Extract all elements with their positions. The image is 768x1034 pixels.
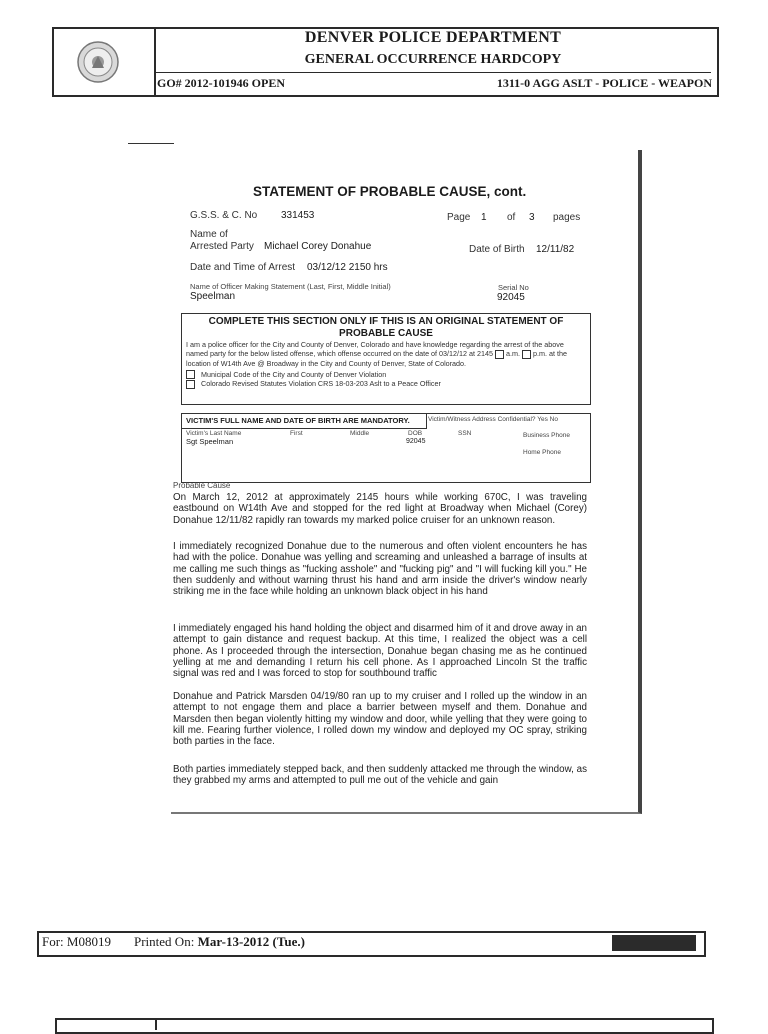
police-seal-logo [72, 38, 124, 86]
officer-label: Name of Officer Making Statement (Last, First, Middle Initial) [190, 282, 391, 291]
victim-home-phone-header: Home Phone [523, 449, 561, 456]
crs-checkbox [186, 380, 195, 389]
victim-dob-header: DOB [408, 430, 423, 437]
gss-label: G.S.S. & C. No [190, 210, 258, 221]
narrative-paragraph-5: Both parties immediately stepped back, and then suddenly attacked me through the window, as they grabbed my arms and attempted to pull me out of the vehicle and gain [173, 764, 587, 787]
option-crs: Colorado Revised Statutes Violation CRS 18-03-203 Aslt to a Peace Officer [201, 379, 441, 389]
arrest-datetime-value: 03/12/12 2150 hrs [307, 262, 388, 273]
page-label: Page [447, 212, 471, 223]
printed-on [134, 934, 305, 950]
narrative-paragraph-4: Donahue and Patrick Marsden 04/19/80 ran up to my cruiser and I rolled up the window in an attempt to not engage them and place a barrier between myself and them. Donahue and Marsden then began violently hitting my window and door, while yelling that they were going to kill me. Fearing further violence, I rolled down my window and deployed my OC spray, striking both parties in the face. [173, 691, 587, 748]
offense-code: 1311-0 AGG ASLT - POLICE - WEAPON [496, 76, 712, 90]
serial-label: Serial No [498, 283, 529, 292]
victim-middle-header: Middle [350, 430, 370, 437]
printed-on-label: Printed On: [134, 934, 195, 949]
serial-value: 92045 [497, 292, 525, 303]
am-checkbox [495, 350, 504, 359]
dob-label: Date of Birth [469, 244, 525, 255]
victim-last-name-value: Sgt Speelman [186, 437, 234, 446]
narrative-paragraph-3: I immediately engaged his hand holding the object and disarmed him of it and drove away in an attempt to gain distance and request backup. At this time, I realized the object was a cell phone. As I proceeded through the intersection, Donahue began chasing me as he continued yelling at me and demanding I return his cell phone. As I approached Lincoln St the traffic signal was red and I was forced to stop for southbound traffic [173, 623, 587, 680]
margin-mark [128, 143, 174, 144]
header-divider [155, 72, 711, 73]
officer-value: Speelman [190, 291, 236, 302]
footer-redaction-block [612, 935, 696, 951]
victim-ssn-header: SSN [458, 430, 472, 437]
printed-for: For: M08019 [42, 934, 111, 949]
next-page-header-fragment [55, 1018, 714, 1034]
next-page-header-divider [155, 1018, 157, 1030]
go-number: GO# 2012-101946 OPEN [157, 76, 285, 90]
statement-title: STATEMENT OF PROBABLE CAUSE, cont. [253, 184, 527, 199]
printed-on-date: Mar-13-2012 (Tue.) [197, 934, 305, 949]
original-section-title-line2: PROBABLE CAUSE [339, 328, 433, 339]
original-section-title [182, 316, 590, 340]
original-section-title-line1: COMPLETE THIS SECTION ONLY IF THIS IS AN ORIGINAL STATEMENT OF [208, 316, 564, 327]
victim-section-header: VICTIM'S FULL NAME AND DATE OF BIRTH ARE MANDATORY. [182, 414, 427, 429]
name-of-label: Name of [190, 229, 228, 240]
report-type: GENERAL OCCURRENCE HARDCOPY [304, 52, 562, 67]
victim-confidential-question: Victim/Witness Address Confidential? Yes No [428, 416, 558, 423]
victim-first-header: First [290, 430, 303, 437]
original-text-c: p.m. at the location of W14th Ave @ Broadway in the City and County of Denver, State of Colorado. [186, 349, 567, 368]
probable-cause-label: Probable Cause [173, 481, 231, 490]
page-value: 1 [481, 212, 487, 223]
victim-dob-value: 92045 [406, 438, 426, 445]
pm-checkbox [522, 350, 531, 359]
municipal-checkbox [186, 370, 195, 379]
dob-value: 12/11/82 [536, 244, 575, 255]
arrested-party-value: Michael Corey Donahue [264, 241, 372, 252]
department-name: DENVER POLICE DEPARTMENT [304, 29, 562, 46]
victim-business-phone-header: Business Phone [523, 432, 570, 439]
of-value: 3 [529, 212, 535, 223]
option-municipal-row [186, 370, 586, 380]
victim-section [181, 413, 591, 483]
option-municipal: Municipal Code of the City and County of Denver Violation [201, 369, 387, 379]
narrative-paragraph-1: On March 12, 2012 at approximately 2145 hours while working 670C, I was traveling eastbound on W14th Ave and stopped for the red light at Broadway when Michael (Corey) Donahue 12/11/82 rapidly ran towards my marked police cruiser for an unknown reason. [173, 492, 587, 526]
original-section-body [186, 340, 586, 389]
arrest-time: 2145 [477, 349, 494, 358]
arrest-datetime-label: Date and Time of Arrest [190, 262, 296, 273]
victim-last-name-header: Victim's Last Name [186, 430, 242, 437]
gss-value: 331453 [281, 210, 315, 221]
pages-label: pages [553, 212, 581, 223]
option-crs-row [186, 379, 586, 389]
arrested-party-label: Arrested Party [190, 241, 254, 252]
original-statement-section [181, 313, 591, 405]
scanned-statement-page [171, 150, 642, 814]
original-text-a: I am a police officer for the City and County of Denver, Colorado and have knowledge regarding the arrest of the above named party for the below listed offense, which offense occurred on the date of 03/12/12 at [186, 340, 564, 358]
of-label: of [507, 212, 516, 223]
am-label: a.m. [506, 349, 521, 358]
narrative-paragraph-2: I immediately recognized Donahue due to the numerous and often violent encounters he has had with the police. Donahue was yelling and screaming and unleashed a barrage of insults at me calling me such things as "fucking asshole" and "fucking pig" and "I will fucking kill you." He then suddenly and without warning thrust his hand and arm inside the driver's window nearly striking me in the face while holding an unknown black object in his hand [173, 541, 587, 598]
